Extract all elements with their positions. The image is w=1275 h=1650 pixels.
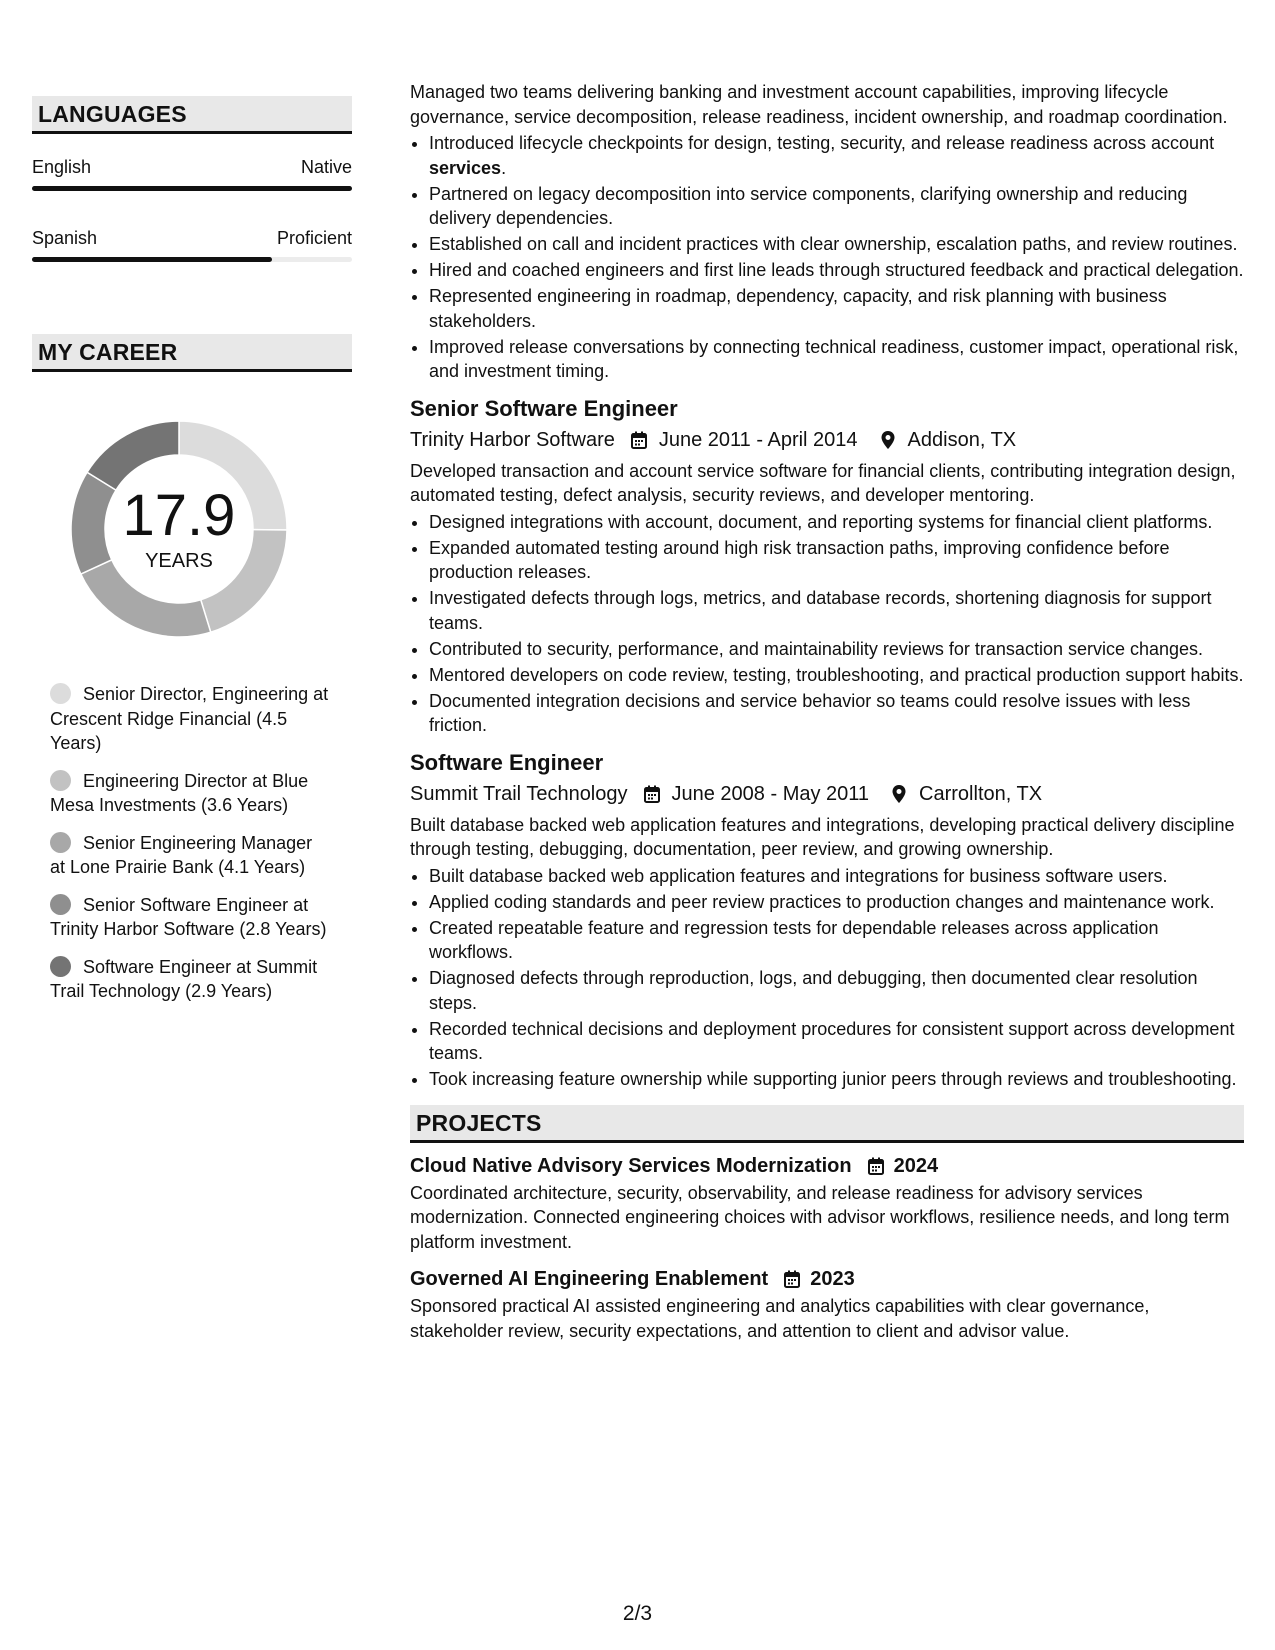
job-summary: Developed transaction and account service software for financial clients, contributing integration design, automated testing, defect analysis, security reviews, and developer mentoring.	[410, 460, 1236, 505]
calendar-icon	[866, 1156, 886, 1176]
language-proficiency-fill	[32, 186, 352, 191]
legend-item	[50, 682, 330, 756]
legend-item	[50, 955, 330, 1004]
legend-dot	[50, 894, 71, 915]
projects-heading: PROJECTS	[410, 1105, 1244, 1143]
job-entry	[410, 749, 1244, 1092]
job-title: Senior Software Engineer	[410, 395, 678, 421]
page-number: 2/3	[622, 1602, 653, 1625]
legend-label: Software Engineer at Summit Trail Technology (2.9 Years)	[50, 956, 318, 1001]
job-bullet: • Mentored developers on code review, testing, troubleshooting, and practical production support habits.	[429, 663, 1244, 688]
job-bullet: • Expanded automated testing around high risk transaction paths, improving confidence before production releases.	[429, 536, 1244, 585]
legend-item	[50, 769, 330, 818]
career-years-unit: YEARS	[145, 550, 213, 572]
bullet-text: Introduced lifecycle checkpoints for design, testing, security, and release readiness across account	[429, 133, 1215, 153]
career-heading: MY CAREER	[32, 334, 352, 372]
donut-slice-4	[87, 421, 179, 490]
job-dates: June 2011 - April 2014	[658, 428, 858, 451]
legend-dot	[50, 832, 71, 853]
career-donut-chart	[64, 414, 294, 644]
language-name: Spanish	[32, 228, 98, 248]
bullet-text: .	[501, 157, 507, 178]
legend-label: Senior Engineering Manager at Lone Prairie Bank (4.1 Years)	[50, 832, 313, 877]
legend-dot	[50, 683, 71, 704]
project-entry	[410, 1266, 1244, 1343]
legend-label: Engineering Director at Blue Mesa Investments (3.6 Years)	[50, 770, 309, 815]
job-bullet: • Recorded technical decisions and deployment procedures for consistent support across development teams.	[429, 1017, 1244, 1066]
job-company: Trinity Harbor Software	[410, 428, 615, 451]
job-bullet: • Designed integrations with account, document, and reporting systems for financial client platforms.	[429, 510, 1244, 535]
job-title: Software Engineer	[410, 749, 604, 775]
project-description: Coordinated architecture, security, observability, and release readiness for advisory services modernization. Connected engineering choices with advisor workflows, resilience needs, and long term platform investment.	[410, 1182, 1230, 1252]
calendar-icon	[642, 784, 662, 804]
job-bullets	[410, 864, 1244, 1092]
language-proficiency-bar	[32, 186, 352, 191]
legend-label: Senior Software Engineer at Trinity Harbor Software (2.8 Years)	[50, 894, 327, 939]
job-bullet: • Created repeatable feature and regression tests for dependable releases across application workflows.	[429, 916, 1244, 965]
calendar-icon	[629, 430, 649, 450]
job-bullet: • Established on call and incident practices with clear ownership, escalation paths, and review routines.	[429, 232, 1244, 257]
map-pin-icon	[889, 784, 909, 804]
legend-label: Senior Director, Engineering at Crescent Ridge Financial (4.5 Years)	[50, 684, 329, 753]
project-title-row	[410, 1266, 1244, 1292]
job-bullet: • Represented engineering in roadmap, dependency, capacity, and risk planning with business stakeholders.	[429, 284, 1244, 333]
language-proficiency-bar	[32, 257, 352, 262]
job-bullet: • Partnered on legacy decomposition into service components, clarifying ownership and reducing delivery dependencies.	[429, 182, 1244, 231]
language-name: English	[32, 157, 92, 177]
left-column	[32, 96, 352, 1017]
job-company: Summit Trail Technology	[410, 782, 628, 805]
project-title-row	[410, 1153, 1244, 1179]
job-summary: Managed two teams delivering banking and investment account capabilities, improving lifecycle governance, service decomposition, release readiness, incident ownership, and roadmap coordination.	[410, 82, 1228, 127]
job-bullet: • Diagnosed defects through reproduction, logs, and debugging, then documented clear resolution steps.	[429, 966, 1244, 1015]
job-bullet: • Applied coding standards and peer review practices to production changes and maintenance work.	[429, 890, 1244, 915]
job-bullet: • Contributed to security, performance, and maintainability reviews for transaction service changes.	[429, 637, 1244, 662]
languages-heading: LANGUAGES	[32, 96, 352, 134]
right-column	[410, 80, 1244, 1343]
job-dates: June 2008 - May 2011	[671, 782, 870, 805]
project-title: Cloud Native Advisory Services Modernization	[410, 1154, 852, 1177]
job-meta	[410, 781, 1244, 807]
language-proficiency-fill	[32, 257, 272, 262]
project-year: 2023	[810, 1268, 855, 1290]
language-level: Native	[300, 157, 352, 177]
job-bullet: • Took increasing feature ownership while supporting junior peers through reviews and troubleshooting.	[429, 1067, 1244, 1092]
legend-item	[50, 893, 330, 942]
project-description: Sponsored practical AI assisted engineering and analytics capabilities with clear governance, stakeholder review, security expectations, and attention to client and advisor value.	[410, 1296, 1150, 1341]
project-entry	[410, 1153, 1244, 1255]
job-bullet: • Improved release conversations by connecting technical readiness, customer impact, operational risk, and investment timing.	[429, 335, 1244, 384]
job-summary: Built database backed web application features and integrations, developing practical delivery discipline through testing, debugging, documentation, peer review, and growing ownership.	[410, 814, 1235, 859]
legend-dot	[50, 956, 71, 977]
job-bullets	[410, 510, 1244, 738]
job-location: Carrollton, TX	[919, 782, 1043, 805]
career-total-years: 17.9	[122, 483, 236, 548]
job-entry	[410, 395, 1244, 738]
job-bullets	[410, 131, 1244, 384]
language-item	[32, 227, 352, 262]
map-pin-icon	[878, 430, 898, 450]
language-item	[32, 156, 352, 191]
job-location: Addison, TX	[907, 428, 1017, 451]
job-bullet: • Hired and coached engineers and first line leads through structured feedback and practical delegation.	[429, 258, 1244, 283]
project-title: Governed AI Engineering Enablement	[410, 1268, 769, 1290]
bullet-bold-text: services	[429, 157, 502, 178]
job-bullet: • Investigated defects through logs, metrics, and database records, shortening diagnosis for support teams.	[429, 586, 1244, 635]
legend-item	[50, 831, 330, 880]
career-legend	[50, 682, 330, 1004]
job-meta	[410, 427, 1244, 453]
calendar-icon	[782, 1269, 802, 1289]
legend-dot	[50, 770, 71, 791]
job-bullet: • Documented integration decisions and service behavior so teams could resolve issues with less friction.	[429, 689, 1244, 738]
job-bullet: • Built database backed web application features and integrations for business software users.	[429, 864, 1244, 889]
job-bullet	[429, 131, 1244, 180]
language-level: Proficient	[276, 228, 352, 248]
project-year: 2024	[893, 1154, 939, 1177]
